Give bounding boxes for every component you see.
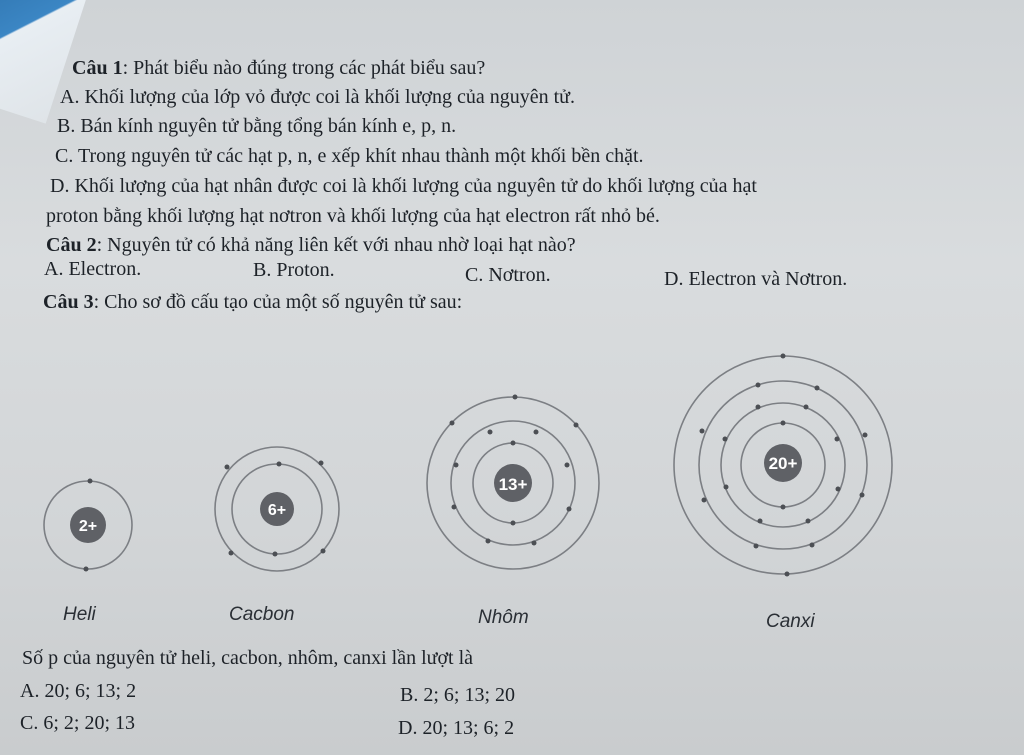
canxi-electron [758,519,763,524]
nhom-electron [454,463,459,468]
canxi-nucleus-label: 20+ [768,454,798,473]
heli-label: Heli [63,604,96,625]
canxi-electron [804,405,809,410]
canxi-electron [724,485,729,490]
canxi-electron [702,498,707,503]
cacbon-electron [321,549,326,554]
q3-option-c: C. 6; 2; 20; 13 [20,712,136,734]
q1-option-b: B. Bán kính nguyên tử bằng tổng bán kính e, p, n. [57,115,457,137]
q1-option-c: C. Trong nguyên tử các hạt p, n, e xếp khít nhau thành một khối bền chặt. [55,145,644,167]
nhom-electron [488,430,493,435]
cacbon-electron [277,462,282,467]
q1-option-a: A. Khối lượng của lớp vỏ được coi là khối lượng của nguyên tử. [60,86,576,108]
heli-electron [88,479,93,484]
cacbon-electron [273,552,278,557]
cacbon-nucleus-label: 6+ [267,502,287,519]
nhom-electron [513,395,518,400]
q1-stem [72,57,485,80]
q2-option-c: C. Nơtron. [465,264,551,286]
canxi-electron [806,519,811,524]
q3-label: Câu 3 [43,291,94,313]
q3-option-d: D. 20; 13; 6; 2 [398,717,515,739]
nhom-electron [450,421,455,426]
cacbon-electron [225,465,230,470]
nhom-electron [486,539,491,544]
nhom-electron [511,521,516,526]
nhom-electron [574,423,579,428]
q1-option-d-line1: D. Khối lượng của hạt nhân được coi là khối lượng của nguyên tử do khối lượng của hạt [50,175,757,197]
q2-stem [46,234,576,257]
q2-option-b: B. Proton. [253,259,335,281]
q1-stem-text: : Phát biểu nào đúng trong các phát biểu sau? [122,57,486,79]
q2-stem-text: : Nguyên tử có khả năng liên kết với nhau nhờ loại hạt nào? [96,234,576,256]
nhom-electron [511,441,516,446]
q3-stem [43,291,462,314]
q3-option-a: A. 20; 6; 13; 2 [20,680,137,702]
cacbon-electron [229,551,234,556]
canxi-electron [723,437,728,442]
canxi-electron [835,437,840,442]
heli-electron [84,567,89,572]
nhom-electron [567,507,572,512]
canxi-electron [700,429,705,434]
heli-nucleus-label: 2+ [78,518,98,535]
canxi-electron [781,505,786,510]
nhom-electron [532,541,537,546]
canxi-label: Canxi [766,611,815,632]
canxi-electron [863,433,868,438]
nhom-nucleus-label: 13+ [498,475,528,494]
q1-label: Câu 1 [72,57,123,79]
canxi-electron [785,572,790,577]
canxi-electron [815,386,820,391]
nhom-electron [534,430,539,435]
q2-option-a: A. Electron. [44,258,142,280]
cacbon-atom-diagram [213,445,343,575]
cacbon-label: Cacbon [229,604,295,625]
canxi-electron [754,544,759,549]
nhom-label: Nhôm [478,607,529,628]
q2-option-d: D. Electron và Nơtron. [664,268,848,290]
heli-atom-diagram [40,475,140,575]
canxi-electron [756,405,761,410]
q3-stem-text: : Cho sơ đồ cấu tạo của một số nguyên tử sau: [93,291,463,313]
nhom-atom-diagram [424,395,604,575]
q2-label: Câu 2 [46,234,97,256]
nhom-electron [452,505,457,510]
canxi-electron [860,493,865,498]
canxi-electron [756,383,761,388]
nhom-electron [565,463,570,468]
cacbon-electron [319,461,324,466]
canxi-electron [781,421,786,426]
canxi-atom-diagram [672,355,897,580]
q3-question: Số p của nguyên tử heli, cacbon, nhôm, canxi lần lượt là [22,647,474,669]
q3-option-b: B. 2; 6; 13; 20 [400,684,516,706]
q1-option-d-line2: proton bằng khối lượng hạt nơtron và khối lượng của hạt electron rất nhỏ bé. [46,205,660,227]
canxi-electron [781,354,786,359]
canxi-electron [810,543,815,548]
canxi-electron [836,487,841,492]
